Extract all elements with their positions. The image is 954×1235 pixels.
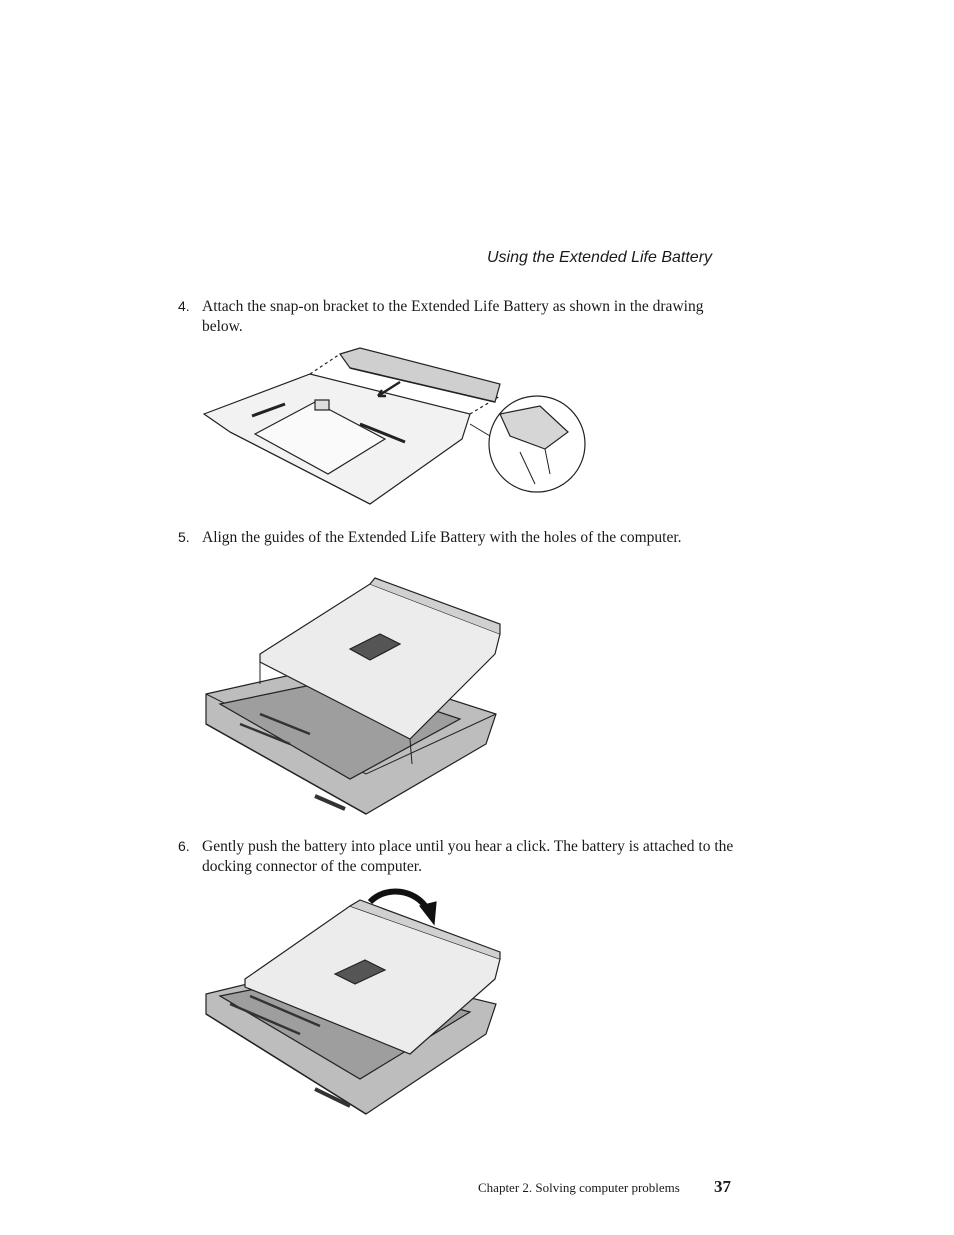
footer-chapter: Chapter 2. Solving computer problems	[478, 1180, 680, 1195]
figure-attach-bracket	[200, 344, 590, 514]
figure-align-guides	[200, 574, 520, 829]
step-text: Align the guides of the Extended Life Battery with the holes of the computer.	[202, 529, 682, 546]
page-footer	[478, 1177, 738, 1196]
step-4	[178, 297, 738, 336]
step-text: Gently push the battery into place until you hear a click. The battery is attached to the docking connector of the computer.	[202, 838, 734, 875]
step-6	[178, 837, 738, 876]
page-number: 37	[714, 1177, 731, 1196]
step-number: 6.	[178, 838, 190, 854]
step-5	[178, 528, 738, 548]
figure-push-into-place	[200, 884, 520, 1124]
running-head-title: Using the Extended Life Battery	[487, 249, 713, 266]
step-text: Attach the snap-on bracket to the Extended Life Battery as shown in the drawing below.	[202, 298, 704, 335]
step-number: 5.	[178, 529, 190, 545]
step-number: 4.	[178, 298, 190, 314]
